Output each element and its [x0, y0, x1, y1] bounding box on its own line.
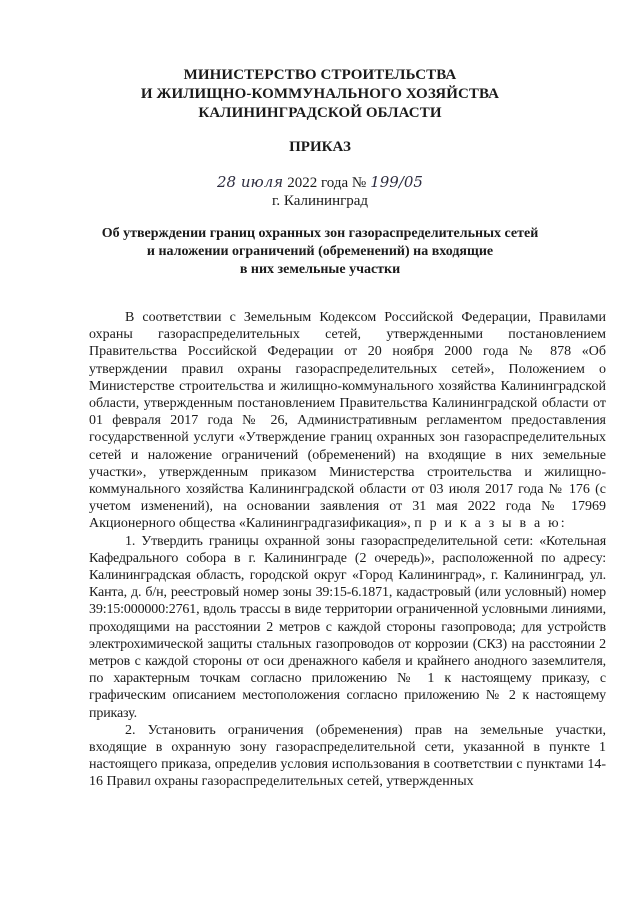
ministry-title: [0, 66, 640, 123]
preamble-paragraph: [89, 309, 606, 533]
order-subject: [0, 225, 640, 279]
preamble-text: В соответствии с Земельным Кодексом Российской Федерации, Правилами охраны газораспределительных сетей, утвержденными постановлением Правительства Российской Федерации от 20 ноября 2000 года № 878 «Об утверждении правил охраны газораспределительных сетей», Положением о Министерстве строительства и жилищно-коммунального хозяйства Калининградской области, утвержденным постановлением Правительства Калининградской области от 01 февраля 2017 года № 26, Административным регламентом предоставления государственной услуги «Утверждение границ охранных зон газораспределительных сетей и наложение ограничений (обременений) на входящие в них земельные участки», утвержденным приказом Министерства строительства и жилищно-коммунального хозяйства Калининградской области от 03 июля 2017 года № 176 (с учетом изменений), на основании заявления от 31 мая 2022 года № 17969 Акционерного общества «Калининградгазификация»,: [89, 310, 606, 532]
order-date-number: [0, 172, 640, 193]
order-subject-line-1: Об утверждении границ охранных зон газораспределительных сетей: [101, 226, 539, 241]
order-subject-line-2: и наложении ограничений (обременений) на входящие: [146, 244, 494, 259]
item-2-paragraph: 2. Установить ограничения (обременения) прав на земельные участки, входящие в охранную зону газораспределительной сети, указанной в пункте 1 настоящего приказа, определив условия использования в соответствии с пунктами 14-16 Правил охраны газораспределительных сетей, утвержденных: [89, 722, 606, 790]
ministry-title-line-1: МИНИСТЕРСТВО СТРОИТЕЛЬСТВА: [183, 67, 457, 83]
document-type: ПРИКАЗ: [289, 139, 351, 155]
order-word: п р и к а з ы в а ю:: [414, 516, 567, 532]
order-subject-line-3: в них земельные участки: [239, 262, 401, 277]
city: г. Калининград: [271, 193, 369, 209]
ministry-title-line-3: КАЛИНИНГРАДСКОЙ ОБЛАСТИ: [198, 105, 442, 121]
item-1-paragraph: 1. Утвердить границы охранной зоны газораспределительной сети: «Котельная Кафедрального собора в г. Калининграде (2 очередь)», расположенной по адресу: Калининградская область, городской округ «Город Калининград», г. Калининград, ул. Канта, д. б/н, реестровый номер зоны 39:15-6.1871, кадастровый (или условный) номер 39:15:000000:2761, вдоль трассы в виде территории ограниченной условными линиями, проходящими на расстоянии 2 метров с каждой стороны газопровода; для устройств электрохимической защиты стальных газопроводов от коррозии (СКЗ) на расстоянии 2 метров с каждой стороны от оси дренажного кабеля и крайнего анодного заземлителя, по характерным точкам согласно приложению № 1 к настоящему приказу, с графическим описанием местоположения согласно приложению № 2 к настоящему приказу.: [89, 533, 606, 721]
handwritten-order-number: 199/05: [370, 173, 423, 191]
ministry-title-line-2: И ЖИЛИЩНО-КОММУНАЛЬНОГО ХОЗЯЙСТВА: [140, 86, 500, 102]
handwritten-date: 28 июля: [217, 173, 284, 191]
order-body: [89, 309, 606, 791]
printed-year-number-label: 2022 года №: [287, 175, 367, 191]
